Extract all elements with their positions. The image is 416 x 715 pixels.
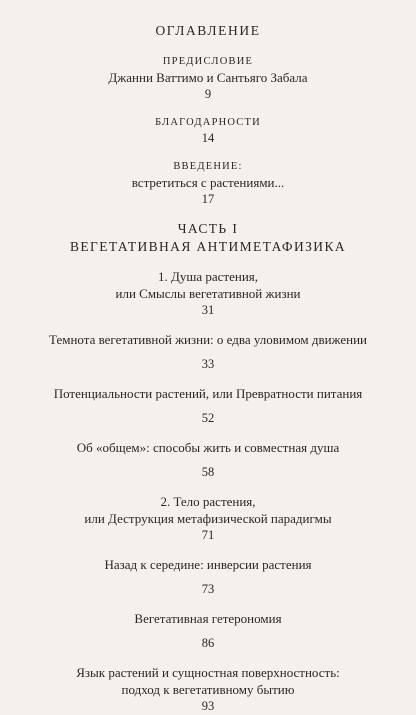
toc-entry[interactable]: [0, 556, 416, 598]
part-label: ЧАСТЬ I: [177, 221, 239, 236]
toc-entry[interactable]: [0, 331, 416, 373]
entry-line: Об «общем»: способы жить и совместная душа: [76, 440, 340, 455]
toc-entry[interactable]: [0, 439, 416, 481]
entry-line: или Смыслы вегетативной жизни: [115, 286, 301, 301]
toc-entry[interactable]: [0, 493, 416, 544]
entry-page: 58: [201, 465, 215, 479]
acknowledgements-label: БЛАГОДАРНОСТИ: [155, 117, 261, 128]
entry-line: 2. Тело растения,: [160, 494, 256, 509]
introduction-page: 17: [201, 192, 215, 206]
toc-entry[interactable]: [0, 385, 416, 427]
entry-line: Язык растений и сущностная поверхностность:: [76, 665, 340, 680]
preface-authors: Джанни Ваттимо и Сантьяго Забала: [108, 70, 308, 85]
entry-line: Темнота вегетативной жизни: о едва уловимом движении: [49, 332, 367, 347]
entry-line: или Деструкция метафизической парадигмы: [84, 511, 332, 526]
toc-entry-preface[interactable]: [0, 54, 416, 103]
preface-label: ПРЕДИСЛОВИЕ: [162, 56, 254, 67]
entry-page: 93: [201, 699, 215, 713]
toc-entry[interactable]: [0, 268, 416, 319]
part-heading: [0, 220, 416, 256]
acknowledgements-page: 14: [201, 131, 215, 145]
toc-title: ОГЛАВЛЕНИЕ: [155, 23, 261, 38]
part-title: ВЕГЕТАТИВНАЯ АНТИМЕТАФИЗИКА: [69, 239, 346, 254]
entry-page: 71: [201, 528, 215, 542]
introduction-label: ВВЕДЕНИЕ:: [173, 161, 243, 172]
entry-page: 86: [201, 636, 215, 650]
entry-line: Потенциальности растений, или Превратности питания: [53, 386, 363, 401]
entry-line: подход к вегетативному бытию: [121, 682, 295, 697]
entry-page: 33: [201, 357, 215, 371]
introduction-subtitle: встретиться с растениями...: [131, 175, 285, 190]
entry-page: 73: [201, 582, 215, 596]
entry-page: 31: [201, 303, 215, 317]
entry-line: Назад к середине: инверсии растения: [104, 557, 312, 572]
toc-entry[interactable]: [0, 664, 416, 715]
entry-line: Вегетативная гетерономия: [134, 611, 282, 626]
toc-entry-introduction[interactable]: [0, 159, 416, 208]
toc-entry[interactable]: [0, 610, 416, 652]
preface-page: 9: [204, 87, 212, 101]
entry-page: 52: [201, 411, 215, 425]
entry-line: 1. Душа растения,: [157, 269, 259, 284]
toc-entry-acknowledgements[interactable]: [0, 115, 416, 147]
